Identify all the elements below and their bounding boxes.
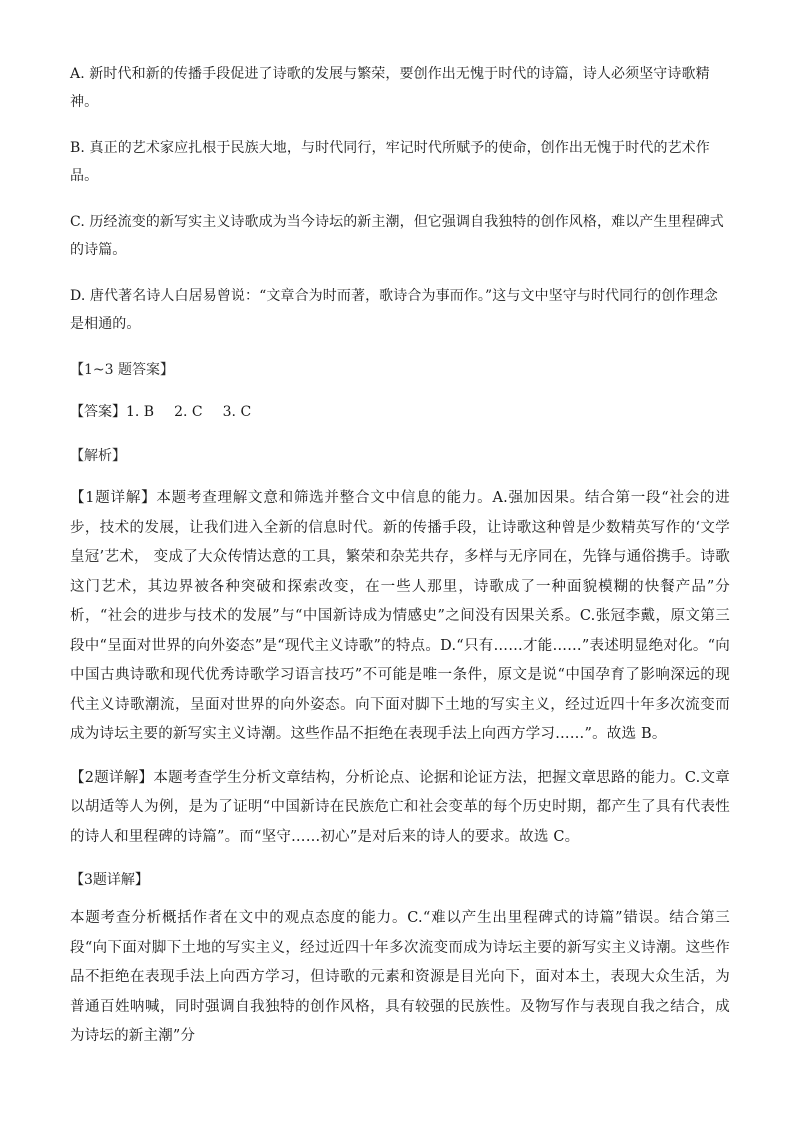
answer-line xyxy=(70,398,730,426)
detail-3-label: 【3题详解】 xyxy=(70,872,149,888)
option-c: C. 历经流变的新写实主义诗歌成为当今诗坛的新主潮，但它强调自我独特的创作风格，难以产生里程碑式的诗篇。 xyxy=(70,214,724,258)
answer-q1: 1. B xyxy=(126,404,155,420)
analysis-heading: 【解析】 xyxy=(70,448,126,464)
answers-heading: 【1~3 题答案】 xyxy=(70,362,174,378)
detail-1-label: 【1题详解】 xyxy=(70,490,157,506)
option-d: D. 唐代著名诗人白居易曾说：“文章合为时而著，歌诗合为事而作。”这与文中坚守与时代同行的创作理念是相通的。 xyxy=(70,288,718,332)
detail-2-label: 【2题详解】 xyxy=(70,769,154,786)
answer-q3: 3. C xyxy=(222,404,252,420)
detail-3-text: 本题考查分析概括作者在文中的观点态度的能力。C.“难以产生出里程碑式的诗篇”错误。结合第三段“向下面对脚下土地的写实主义，经过近四十年多次流变而成为诗坛主要的新写实主义诗潮。这些作品不拒绝在表现手法上向西方学习，但诗歌的元素和资源是目光向下，面对本土，表现大众生活，为普通百姓呐喊，同时强调自我独特的创作风格，具有较强的民族性。及物写作与表现自我之结合，成为诗坛的新主潮”分 xyxy=(70,910,730,1044)
option-a: A. 新时代和新的传播手段促进了诗歌的发展与繁荣，要创作出无愧于时代的诗篇，诗人必须坚守诗歌精神。 xyxy=(70,66,710,110)
answer-q2: 2. C xyxy=(174,404,203,420)
detail-2 xyxy=(70,764,730,853)
option-b: B. 真正的艺术家应扎根于民族大地，与时代同行，牢记时代所赋予的使命，创作出无愧于时代的艺术作品。 xyxy=(70,140,710,184)
document-page xyxy=(70,60,730,1066)
detail-1 xyxy=(70,484,730,750)
detail-1-text: 本题考查理解文意和筛选并整合文中信息的能力。A.强加因果。结合第一段“社会的进步，技术的发展，让我们进入全新的信息时代。新的传播手段，让诗歌这种曾是少数精英写作的‘文学皇冠’艺术， 变成了大众传情达意的工具，繁荣和杂芜共存，多样与无序同在，先锋与通俗携手。诗歌这门艺术，其边界被各种突破和探索改变，在一些人那里，诗歌成了一种面貌模糊的快餐产品”分析，“社会的进步与技术的发展”与“中国新诗成为情感史”之间没有因果关系。C.张冠李戴，原文第三段中“呈面对世界的向外姿态”是“现代主义诗歌”的特点。D.“只有……才能……”表述明显绝对化。“向中国古典诗歌和现代优秀诗歌学习语言技巧”不可能是唯一条件，原文是说“中国孕育了影响深远的现代主义诗歌潮流，呈面对世界的向外姿态。向下面对脚下土地的写实主义，经过近四十年多次流变而成为诗坛主要的新写实主义诗潮。这些作品不拒绝在表现手法上向西方学习……”。故选 B。 xyxy=(70,490,730,742)
answer-label: 【答案】 xyxy=(70,404,126,420)
detail-2-text: 本题考查学生分析文章结构，分析论点、论据和论证方法，把握文章思路的能力。C.文章以胡适等人为例，是为了证明“中国新诗在民族危亡和社会变革的每个历史时期，都产生了具有代表性的诗人和里程碑的诗篇”。而“坚守……初心”是对后来的诗人的要求。故选 C。 xyxy=(70,769,730,845)
